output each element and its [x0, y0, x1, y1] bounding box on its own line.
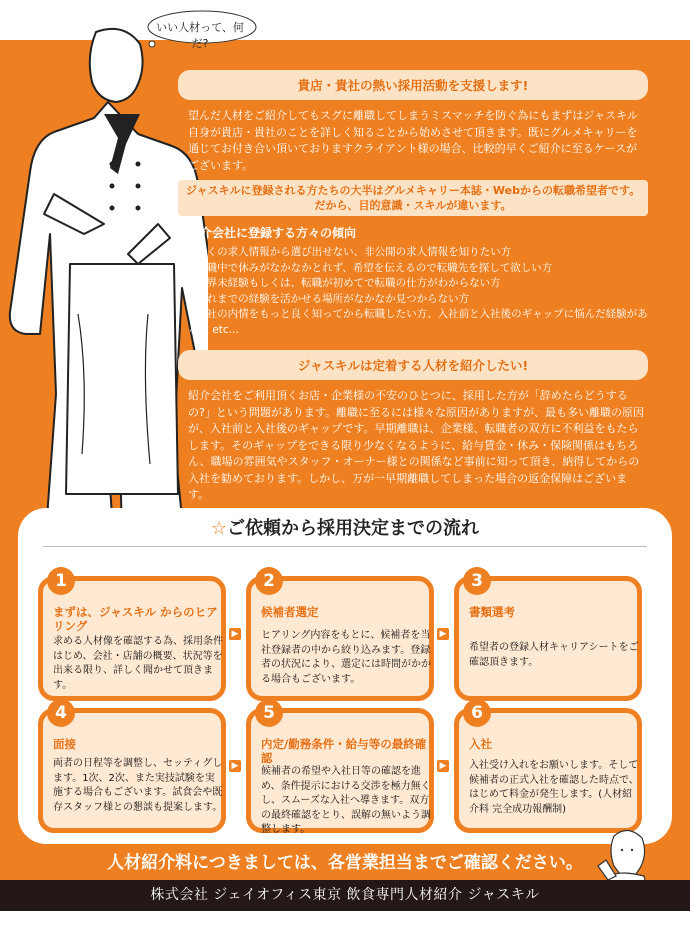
trend-item: ◆これまでの経験を活かせる場所がなかなか見つからない方	[188, 292, 470, 305]
step-title: 入社	[469, 737, 492, 751]
step-body: ヒアリング内容をもとに、候補者を当社登録者の中から絞り込みます。登録者の状況により、選定には時間がかかる場合もございます。	[261, 630, 431, 685]
step-title: まずは、ジャスキル からのヒアリング	[53, 605, 218, 633]
step-body: 入社受け入れをお願いします。そして候補者の正式入社を確認した時点で、はじめて料金が発生します。(人材紹介料 完全成功報酬制)	[469, 760, 639, 815]
section2-paragraph: 紹介会社をご利用頂くお店・企業様の不安のひとつに、採用した方が「辞めたらどうするの?」という問題があります。離職に至るには様々な原因がありますが、最も多い離職の原因が、入社前と入社後のギャップです。早期離職は、企業様、転職者の双方に不利益をもたらします。そのギャップをできる限り少なくなるように、給与賃金・休み・保険関係はもちろん、職場の雰囲気やスタッフ・オーナー様との関係など事前に知って頂き、納得してからの入社を勧めております。しかし、万が一早期離職してしまった場合の返金保障はございます。	[188, 389, 644, 501]
step-title: 面接	[53, 737, 76, 751]
fee-notice: 人材紹介料につきましては、各営業担当までご確認ください。	[107, 853, 583, 873]
trend-item: ◆多くの求人情報から選び出せない、非公開の求人情報を知りたい方	[188, 246, 512, 258]
flow-step-4	[38, 703, 226, 833]
tagline-line1: ジャスキルに登録される方たちの大半はグルメキャリー本誌・Webからの転職希望者です。	[185, 184, 641, 197]
flow-step-3	[454, 571, 642, 701]
intro-content	[178, 70, 648, 504]
step-number: 3	[463, 567, 491, 595]
arrow-right-icon: ▶	[229, 628, 241, 640]
step-number: 5	[255, 699, 283, 727]
arrow-right-icon: ▶	[437, 760, 449, 772]
footer-bar: 株式会社 ジェイオフィス東京 飲食専門人材紹介 ジャスキル	[0, 880, 690, 911]
section1-heading: 貴店・貴社の熱い採用活動を支援します!	[178, 70, 648, 100]
flow-step-5	[246, 703, 434, 835]
step-body: 求める人材像を確認する為、採用条件はじめ、会社・店舗の概要、状況等を出来る限り、詳しく聞かせて頂きます。	[53, 636, 223, 691]
step-body: 両者の日程等を調整し、セッティグします。1次、2次、また実技試験を実施する場合もございます。試食会や既存スタッフ様との懇談も提案します。	[53, 758, 223, 813]
trend-item: ◆業界未経験もしくは、転職が初めてで転職の仕方がわからない方	[188, 277, 501, 289]
step-number: 1	[47, 567, 75, 595]
trend-heading: 紹介会社に登録する方々の傾向	[188, 226, 357, 240]
flow-title-divider	[43, 546, 647, 547]
arrow-right-icon: ▶	[229, 760, 241, 772]
step-number: 4	[47, 699, 75, 727]
trend-list	[188, 245, 648, 338]
step-title: 内定/勤務条件・給与等の最終確認	[261, 737, 427, 765]
section2-heading: ジャスキルは定着する人材を紹介したい!	[178, 350, 648, 380]
step-number: 6	[463, 699, 491, 727]
arrow-right-icon: ▶	[437, 628, 449, 640]
step-title: 候補者選定	[261, 605, 319, 619]
trend-item: ◆会社の内情をもっと良く知ってから転職したい方、入社前と入社後のギャップに悩んだ経験がある方 etc…	[188, 308, 648, 336]
flow-step-1	[38, 571, 226, 701]
trend-item: ◆在職中で休みがなかなかとれず、希望を伝えるので転職先を探して欲しい方	[188, 261, 553, 274]
bottom-strip	[0, 911, 690, 929]
flow-step-2	[246, 571, 434, 701]
step-title: 書類選考	[469, 605, 515, 619]
tagline	[178, 180, 648, 216]
flow-step-6	[454, 703, 642, 833]
step-body: 希望者の登録人材キャリアシートをご確認頂きます。	[469, 642, 639, 668]
flow-title	[0, 514, 690, 540]
tagline-line2: だから、目的意識・スキルが違います。	[314, 199, 512, 212]
step-body: 候補者の希望や入社日等の確認を進め、条件提示における交渉を極力無くし、スムーズな入社へ導きます。双方の最終確認をとり、誤解の無いよう調整します。	[261, 766, 431, 835]
flow-title-text: ご依頼から採用決定までの流れ	[227, 518, 480, 539]
star-icon: ☆	[210, 518, 228, 539]
speech-bubble-text: いい人材って、何だ?	[156, 21, 244, 50]
step-number: 2	[255, 567, 283, 595]
section1-paragraph: 望んだ人材をご紹介してもスグに離職してしまうミスマッチを防ぐ為にもまずはジャスキル自身が貴店・貴社のことを詳しく知ることから始めさせて頂きます。既にグルメキャリーを通じてお付き合い頂いておりますクライアント様の場合、比較的早くご紹介に至るケースがございます。	[188, 109, 639, 172]
